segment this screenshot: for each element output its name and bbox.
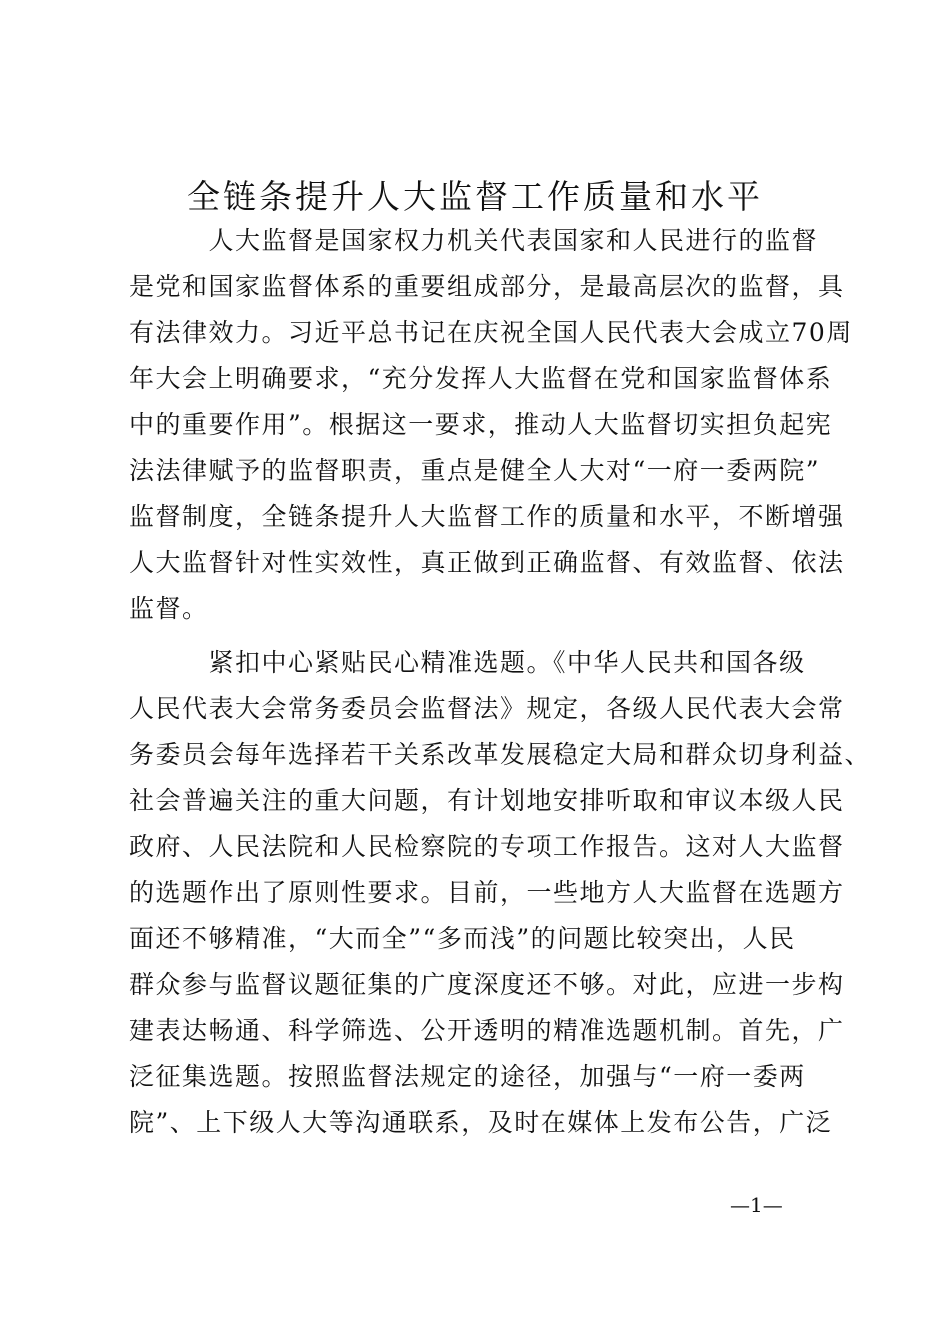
- text-line: 面还不够精准，“大而全”“多而浅”的问题比较突出，人民: [129, 924, 796, 953]
- text-line: 的选题作出了原则性要求。目前，一些地方人大监督在选题方: [129, 878, 845, 907]
- text-line: 监督制度，全链条提升人大监督工作的质量和水平，不断增强: [129, 502, 845, 531]
- text-line: 务委员会每年选择若干关系改革发展稳定大局和群众切身利益、: [129, 740, 872, 769]
- text-line: 法法律赋予的监督职责，重点是健全人大对“一府一委两院”: [129, 456, 821, 485]
- text-line: 中的重要作用”。根据这一要求，推动人大监督切实担负起宪: [129, 410, 833, 439]
- document-title: 全链条提升人大监督工作质量和水平: [187, 177, 763, 216]
- text-line: 建表达畅通、科学筛选、公开透明的精准选题机制。首先，广: [129, 1016, 845, 1045]
- text-line: 群众参与监督议题征集的广度深度还不够。对此，应进一步构: [129, 970, 845, 999]
- text-line: 院”、上下级人大等沟通联系，及时在媒体上发布公告，广泛: [129, 1108, 833, 1137]
- text-line: 人民代表大会常务委员会监督法》规定，各级人民代表大会常: [129, 694, 845, 723]
- text-line: 政府、人民法院和人民检察院的专项工作报告。这对人大监督: [129, 832, 845, 861]
- text-line: 年大会上明确要求，“充分发挥人大监督在党和国家监督体系: [129, 364, 833, 393]
- text-line: 监督。: [129, 594, 209, 623]
- text-line: 是党和国家监督体系的重要组成部分，是最高层次的监督，具: [129, 272, 845, 301]
- text-line: 泛征集选题。按照监督法规定的途径，加强与“一府一委两: [129, 1062, 806, 1091]
- text-line: 有法律效力。习近平总书记在庆祝全国人民代表大会成立70周: [129, 318, 853, 347]
- page-number: —1—: [730, 1193, 783, 1217]
- text-line: 紧扣中心紧贴民心精准选题。《中华人民共和国各级: [129, 648, 806, 677]
- text-line: 人大监督针对性实效性，真正做到正确监督、有效监督、依法: [129, 548, 845, 577]
- text-line: 人大监督是国家权力机关代表国家和人民进行的监督: [129, 226, 819, 255]
- text-line: 社会普遍关注的重大问题，有计划地安排听取和审议本级人民: [129, 786, 845, 815]
